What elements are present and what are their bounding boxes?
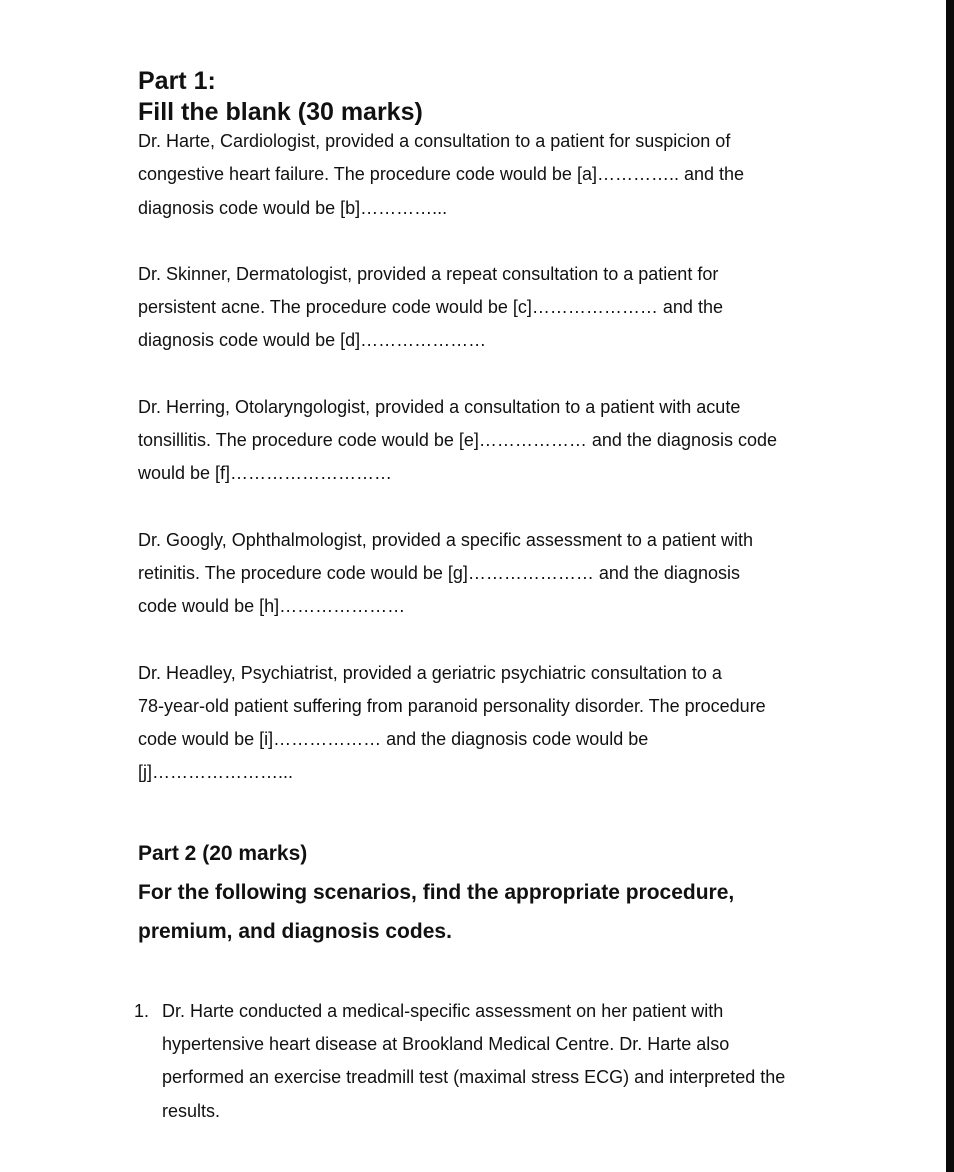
paragraph-line: diagnosis code would be [d]………………… (138, 330, 487, 351)
part1-subheading: Fill the blank (30 marks) (138, 98, 423, 126)
part2-heading: Part 2 (20 marks) (138, 841, 308, 865)
list-item-line: performed an exercise treadmill test (maximal stress ECG) and interpreted the (162, 1067, 786, 1088)
paragraph-line: 78-year-old patient suffering from paranoid personality disorder. The procedure (138, 695, 766, 716)
paragraph-line: code would be [i]……………… and the diagnosis code would be (138, 729, 649, 750)
paragraph-line: tonsillitis. The procedure code would be [e]……………… and the diagnosis code (138, 430, 778, 451)
scenario-list-item (134, 995, 838, 1128)
paragraph-line: persistent acne. The procedure code would be [c]………………… and the (138, 297, 723, 318)
part2-instruction (138, 873, 838, 951)
paragraph-line: Dr. Skinner, Dermatologist, provided a repeat consultation to a patient for (138, 263, 719, 284)
paragraph-line: Dr. Headley, Psychiatrist, provided a geriatric psychiatric consultation to a (138, 662, 722, 683)
list-item-text (162, 995, 838, 1128)
list-item-number: 1. (134, 1000, 150, 1021)
instruction-line: premium, and diagnosis codes. (138, 919, 452, 943)
paragraph-line: [j]…………………... (138, 762, 294, 783)
paragraph-line: Dr. Googly, Ophthalmologist, provided a specific assessment to a patient with (138, 529, 753, 550)
question-paragraph-i-j (138, 657, 838, 790)
paragraph-line: Dr. Harte, Cardiologist, provided a consultation to a patient for suspicion of (138, 131, 731, 151)
list-item-line: results. (162, 1100, 221, 1121)
paragraph-line: Dr. Herring, Otolaryngologist, provided a consultation to a patient with acute (138, 396, 741, 417)
list-item-line: hypertensive heart disease at Brookland Medical Centre. Dr. Harte also (162, 1034, 730, 1055)
question-paragraph-c-d (138, 258, 838, 358)
question-paragraph-e-f (138, 391, 838, 491)
page-edge-bar (946, 0, 954, 1172)
part1-heading: Part 1: (138, 67, 216, 95)
paragraph-line: retinitis. The procedure code would be [g]………………… and the diagnosis (138, 562, 740, 583)
instruction-line: For the following scenarios, find the appropriate procedure, (138, 880, 735, 904)
paragraph-line: diagnosis code would be [b]…………... (138, 197, 448, 218)
paragraph-line: would be [f]……………………… (138, 463, 393, 484)
question-paragraph-a-b (138, 125, 838, 225)
question-paragraph-g-h (138, 524, 838, 624)
document-body (134, 66, 838, 1128)
paragraph-line: code would be [h]………………… (138, 596, 406, 617)
paragraph-line: congestive heart failure. The procedure code would be [a]………….. and the (138, 164, 745, 185)
list-item-line: Dr. Harte conducted a medical-specific assessment on her patient with (162, 1000, 724, 1021)
